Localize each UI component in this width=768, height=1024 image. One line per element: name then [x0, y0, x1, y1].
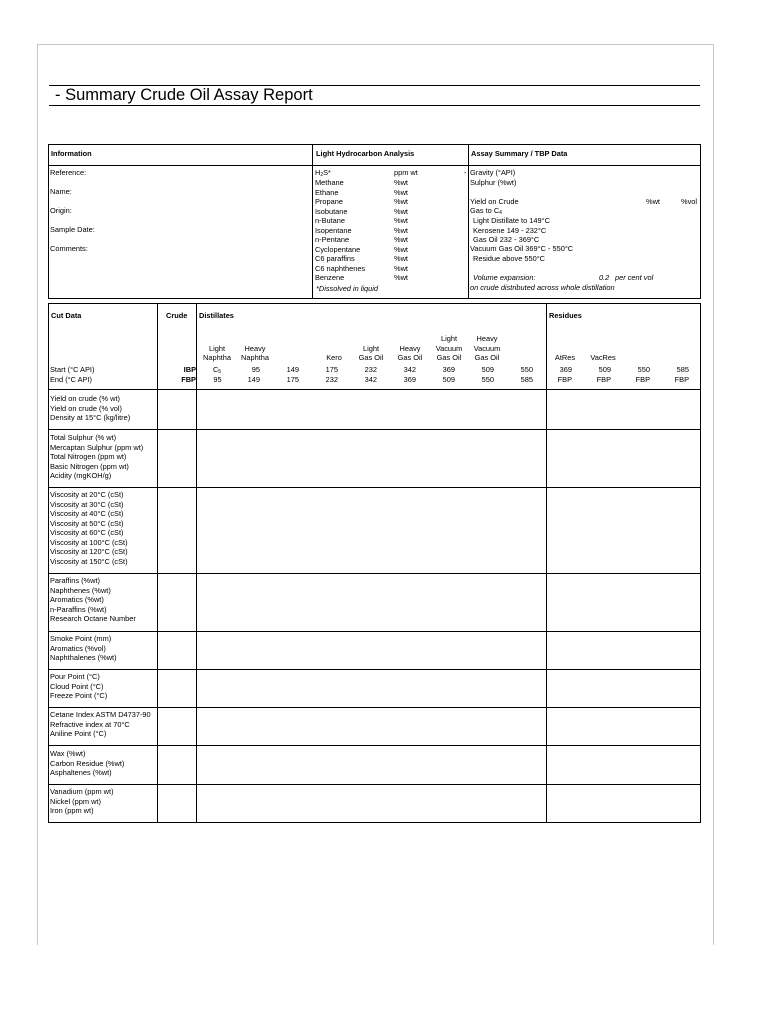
end-value: 149 — [247, 375, 260, 384]
col-header-atres: AtRes — [554, 353, 576, 362]
end-value: 369 — [403, 375, 416, 384]
property-label: Smoke Point (mm) — [50, 634, 112, 643]
property-label: Acidity (mgKOH/g) — [50, 471, 112, 480]
property-label: Refractive index at 70°C — [50, 719, 130, 729]
lha-item: Ethane — [315, 187, 339, 197]
light-hydrocarbon-header: Light Hydrocarbon Analysis — [316, 149, 415, 158]
fraction-label: Gas Oil 232 - 369°C — [473, 235, 540, 244]
fraction-label: Kerosene 149 - 232°C — [473, 225, 547, 235]
lha-item: n-Butane — [315, 216, 345, 225]
group-metals — [50, 787, 114, 816]
start-value: 149 — [286, 365, 299, 374]
lha-unit: %wt — [394, 254, 408, 263]
end-value: 232 — [325, 375, 338, 384]
property-label: Aromatics (%wt) — [50, 595, 104, 604]
volume-expansion-unit: per cent vol — [615, 273, 654, 282]
information-header: Information — [51, 149, 92, 158]
summary-divider-2 — [468, 144, 469, 299]
group-cetane — [50, 710, 151, 739]
start-value: 369 — [559, 365, 572, 374]
lha-units-list — [394, 178, 408, 283]
h2s-unit: ppm wt — [394, 168, 418, 177]
start-value: 232 — [364, 365, 377, 374]
property-label: Wax (%wt) — [50, 749, 86, 758]
start-value: 509 — [598, 365, 611, 374]
lha-item: Isobutane — [315, 206, 348, 216]
lha-item: Propane — [315, 197, 343, 206]
row-divider — [48, 429, 701, 430]
property-label: n-Paraffins (%wt) — [50, 604, 107, 614]
assay-summary-header: Assay Summary / TBP Data — [471, 149, 568, 158]
end-label: End (°C API) — [50, 375, 92, 384]
fbp-label: FBP — [181, 375, 196, 384]
start-value: 95 — [251, 365, 260, 374]
yield-on-crude-label: Yield on Crude — [470, 197, 519, 206]
end-value: 342 — [364, 375, 377, 384]
property-label: Freeze Point (°C) — [50, 691, 108, 700]
end-value: FBP — [674, 375, 689, 384]
property-label: Carbon Residue (%wt) — [50, 758, 125, 768]
property-label: Yield on crude (% vol) — [50, 403, 123, 413]
col-header-light-vacuum-gas-oil: Light Vacuum Gas Oil — [435, 334, 463, 362]
property-label: Total Sulphur (% wt) — [50, 433, 117, 442]
property-label: Pour Point (°C) — [50, 672, 100, 681]
lha-item: Benzene — [315, 273, 345, 282]
lha-unit: %wt — [394, 206, 408, 216]
property-label: Aromatics (%vol) — [50, 643, 106, 653]
h2s-label: $H_2S*$ — [315, 168, 331, 178]
yield-unit-wt: %wt — [646, 197, 660, 206]
lha-item: n-Pentane — [315, 235, 350, 244]
lha-unit: %wt — [394, 187, 408, 197]
dissolved-note: *Dissolved in liquid — [316, 284, 379, 293]
property-label: Viscosity at 150°C (cSt) — [50, 556, 128, 566]
volume-expansion-value: 0.2 — [599, 273, 610, 282]
gas-to-c4-label: Gas to $C_4$ — [470, 206, 502, 216]
end-value: FBP — [596, 375, 611, 384]
fractions-list — [473, 216, 550, 245]
yield-unit-vol: %vol — [681, 197, 698, 206]
row-divider — [48, 487, 701, 488]
start-c5: $C_5$ — [212, 365, 222, 375]
summary-header-divider — [48, 165, 701, 166]
property-label: Viscosity at 100°C (cSt) — [50, 537, 128, 547]
start-value: 509 — [481, 365, 494, 374]
property-label: Naphthenes (%wt) — [50, 585, 111, 595]
fraction-label: Light Distillate to 149°C — [473, 216, 550, 225]
col-header-heavy-vacuum-gas-oil: Heavy Vacuum Gas Oil — [473, 334, 501, 362]
lha-item: C6 paraffins — [315, 254, 355, 263]
property-label: Viscosity at 20°C (cSt) — [50, 490, 124, 499]
lha-unit: %wt — [394, 216, 408, 225]
lha-unit: %wt — [394, 197, 408, 206]
end-value: FBP — [635, 375, 650, 384]
row-divider — [48, 707, 701, 708]
group-sulphur-nitrogen — [50, 433, 143, 481]
property-label: Cetane Index ASTM D4737-90 — [50, 710, 151, 719]
lha-items-list — [315, 178, 365, 283]
h2s-value: - — [464, 168, 467, 177]
col-header-heavy-naphtha: Heavy Naphtha — [241, 343, 269, 362]
end-value: FBP — [557, 375, 572, 384]
reference-label: Reference: — [50, 168, 87, 177]
residues-header: Residues — [549, 311, 582, 320]
volume-expansion-label: Volume expansion: — [473, 273, 536, 282]
property-label: Iron (ppm wt) — [50, 806, 94, 815]
lha-item: C6 naphthenes — [315, 263, 366, 273]
origin-label: Origin: — [50, 206, 72, 215]
col-header-heavy-gas-oil: Heavy Gas Oil — [397, 343, 423, 362]
start-value: 175 — [325, 365, 338, 374]
ibp-label: IBP — [183, 365, 196, 374]
lha-unit: %wt — [394, 273, 408, 282]
group-smoke-point — [50, 634, 117, 663]
property-label: Paraffins (%wt) — [50, 576, 100, 585]
group-hydrocarbon-types — [50, 576, 136, 624]
row-divider — [48, 669, 701, 670]
property-label: Naphthalenes (%wt) — [50, 653, 117, 662]
property-label: Cloud Point (°C) — [50, 681, 104, 691]
property-label: Vanadium (ppm wt) — [50, 787, 114, 796]
col-header-light-gas-oil: Light Gas Oil — [358, 343, 384, 362]
lha-unit: %wt — [394, 263, 408, 273]
property-label: Aniline Point (°C) — [50, 729, 107, 738]
col-header-light-naphtha: Light Naphtha — [203, 343, 231, 362]
sulphur-label: Sulphur (%wt) — [470, 178, 517, 187]
lha-unit: %wt — [394, 244, 408, 254]
property-label: Mercaptan Sulphur (ppm wt) — [50, 442, 144, 452]
property-label: Nickel (ppm wt) — [50, 796, 101, 806]
end-value: 175 — [286, 375, 299, 384]
residue-label: Residue above 550°C — [473, 254, 545, 263]
lha-unit: %wt — [394, 235, 408, 244]
title-rule-bottom — [49, 105, 700, 106]
end-value: 585 — [520, 375, 533, 384]
end-value: 95 — [213, 375, 222, 384]
summary-divider-1 — [312, 144, 313, 299]
end-value: 550 — [481, 375, 494, 384]
lha-item: Cyclopentane — [315, 244, 361, 254]
group-yield-density — [50, 394, 130, 423]
start-label: Start (°C API) — [50, 365, 95, 374]
group-cold-properties — [50, 672, 107, 701]
property-label: Yield on crude (% wt) — [50, 394, 120, 403]
lha-unit: %wt — [394, 225, 408, 235]
property-label: Asphaltenes (%wt) — [50, 768, 112, 777]
comments-label: Comments: — [50, 244, 88, 253]
group-viscosity — [50, 490, 128, 566]
row-divider — [48, 631, 701, 632]
lha-unit: %wt — [394, 178, 408, 187]
start-value: 550 — [637, 365, 650, 374]
lha-item: Methane — [315, 178, 344, 187]
sample-date-label: Sample Date: — [50, 225, 95, 234]
property-label: Density at 15°C (kg/litre) — [50, 413, 131, 422]
row-divider — [48, 573, 701, 574]
report-title: - Summary Crude Oil Assay Report — [55, 86, 313, 104]
volume-expansion-note: on crude distributed across whole distillation — [470, 283, 615, 292]
property-label: Viscosity at 50°C (cSt) — [50, 518, 124, 528]
start-value: 369 — [442, 365, 455, 374]
col-header-kero: Kero — [326, 353, 342, 362]
property-label: Viscosity at 30°C (cSt) — [50, 499, 124, 509]
group-wax-residue — [50, 749, 124, 778]
crude-header: Crude — [166, 311, 188, 320]
start-value: 585 — [676, 365, 689, 374]
row-divider — [48, 784, 701, 785]
row-divider — [48, 745, 701, 746]
start-value: 550 — [520, 365, 533, 374]
vgo-label: Vacuum Gas Oil 369°C - 550°C — [470, 244, 574, 253]
property-label: Research Octane Number — [50, 614, 136, 623]
property-label: Basic Nitrogen (ppm wt) — [50, 461, 129, 471]
property-label: Viscosity at 60°C (cSt) — [50, 528, 124, 537]
property-label: Total Nitrogen (ppm wt) — [50, 452, 127, 461]
name-label: Name: — [50, 187, 72, 196]
col-header-vacres: VacRes — [590, 353, 616, 362]
lha-item: Isopentane — [315, 225, 352, 235]
gravity-label: Gravity (°API) — [470, 168, 516, 177]
start-value: 342 — [403, 365, 416, 374]
distillates-header: Distillates — [199, 311, 234, 320]
property-label: Viscosity at 40°C (cSt) — [50, 509, 124, 518]
row-divider — [48, 389, 701, 390]
property-label: Viscosity at 120°C (cSt) — [50, 547, 128, 556]
cut-data-header: Cut Data — [51, 311, 82, 320]
end-value: 509 — [442, 375, 455, 384]
